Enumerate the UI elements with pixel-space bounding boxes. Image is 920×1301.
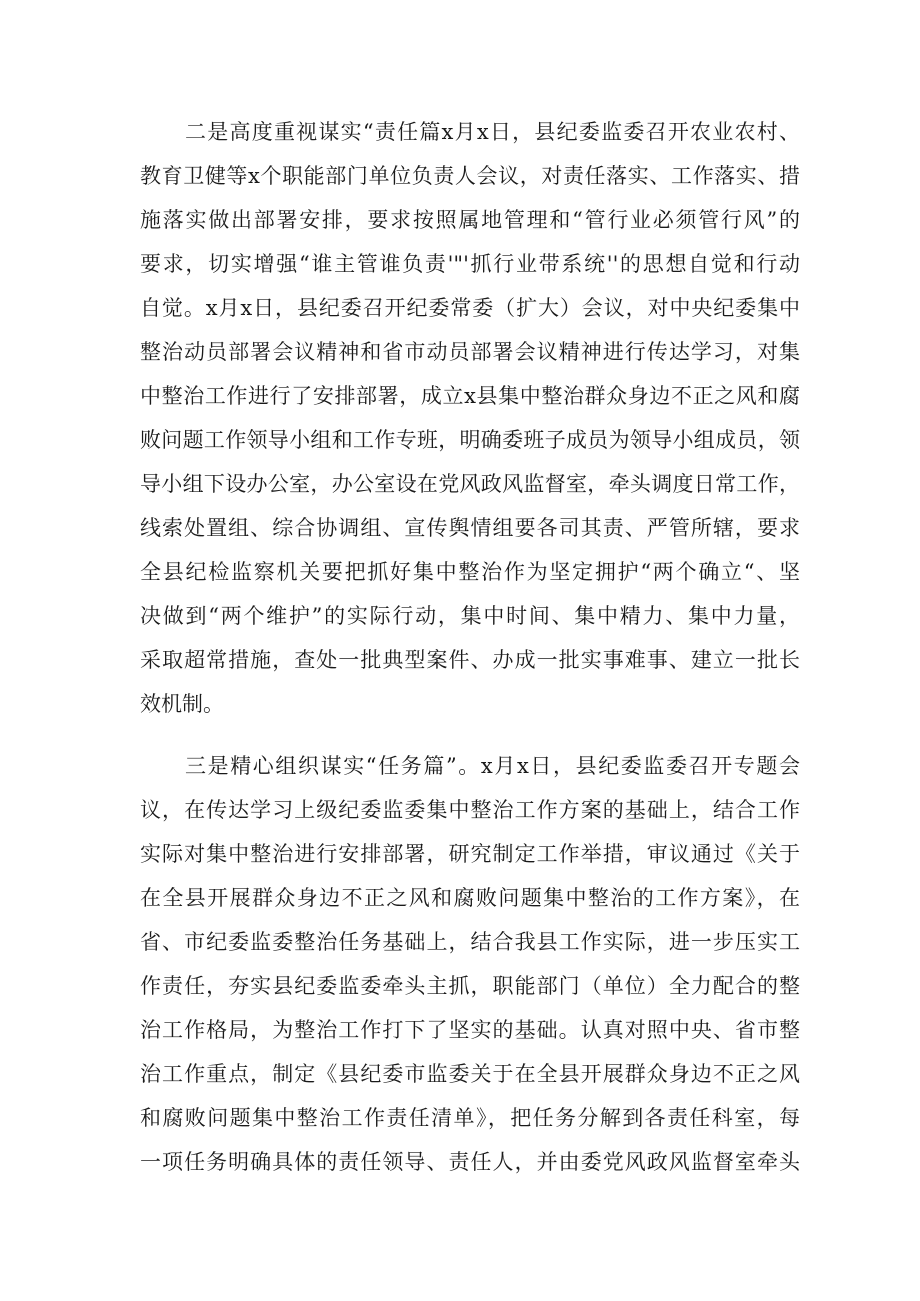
paragraph-2-line-8: 治工作重点，制定《县纪委市监委关于在全县开展群众身边不正之风	[140, 1062, 800, 1086]
paragraph-2-line-2: 议，在传达学习上级纪委监委集中整治工作方案的基础上，结合工作	[140, 798, 800, 822]
paragraph-1-line-4: 要求，切实增强“谁主管谁负责'"'抓行业带系统''的思想自觉和行动	[140, 252, 800, 276]
paragraph-2-line-1: 三是精心组织谋实“任务篇”。x月x日，县纪委监委召开专题会	[185, 754, 800, 778]
paragraph-1-line-2: 教育卫健等x个职能部门单位负责人会议，对责任落实、工作落实、措	[140, 164, 800, 188]
paragraph-1-line-6: 整治动员部署会议精神和省市动员部署会议精神进行传达学习，对集	[140, 340, 800, 364]
paragraph-1-line-14: 效机制。	[140, 692, 224, 716]
paragraph-1-line-10: 线索处置组、综合协调组、宣传舆情组要各司其责、严管所辖，要求	[140, 516, 800, 540]
paragraph-1-line-1: 二是高度重视谋实“责任篇x月x日，县纪委监委召开农业农村、	[185, 120, 800, 144]
paragraph-1-line-7: 中整治工作进行了安排部署，成立x县集中整治群众身边不正之风和腐	[140, 384, 800, 408]
paragraph-1-line-5: 自觉。x月x日，县纪委召开纪委常委（扩大）会议，对中央纪委集中	[140, 296, 800, 320]
paragraph-2-line-7: 治工作格局，为整治工作打下了坚实的基础。认真对照中央、省市整	[140, 1018, 800, 1042]
paragraph-1-line-3: 施落实做出部署安排，要求按照属地管理和“管行业必须管行风”的	[140, 208, 800, 232]
paragraph-1-line-13: 采取超常措施，查处一批典型案件、办成一批实事难事、建立一批长	[140, 648, 800, 672]
paragraph-1-line-11: 全县纪检监察机关要把抓好集中整治作为坚定拥护“两个确立“、坚	[140, 560, 800, 584]
paragraph-1-line-9: 导小组下设办公室，办公室设在党风政风监督室，牵头调度日常工作，	[140, 472, 800, 496]
paragraph-2-line-10: 一项任务明确具体的责任领导、责任人，并由委党风政风监督室牵头	[140, 1150, 800, 1174]
paragraph-1-line-12: 决做到“两个维护”的实际行动，集中时间、集中精力、集中力量，	[140, 604, 800, 628]
paragraph-2-line-5: 省、市纪委监委整治任务基础上，结合我县工作实际，进一步压实工	[140, 930, 800, 954]
paragraph-2-line-3: 实际对集中整治进行安排部署，研究制定工作举措，审议通过《关于	[140, 842, 800, 866]
paragraph-1-line-8: 败问题工作领导小组和工作专班，明确委班子成员为领导小组成员，领	[140, 428, 800, 452]
paragraph-2-line-4: 在全县开展群众身边不正之风和腐败问题集中整治的工作方案》，在	[140, 886, 800, 910]
paragraph-2-line-9: 和腐败问题集中整治工作责任清单》，把任务分解到各责任科室，每	[140, 1106, 800, 1130]
paragraph-2-line-6: 作责任，夯实县纪委监委牵头主抓，职能部门（单位）全力配合的整	[140, 974, 800, 998]
